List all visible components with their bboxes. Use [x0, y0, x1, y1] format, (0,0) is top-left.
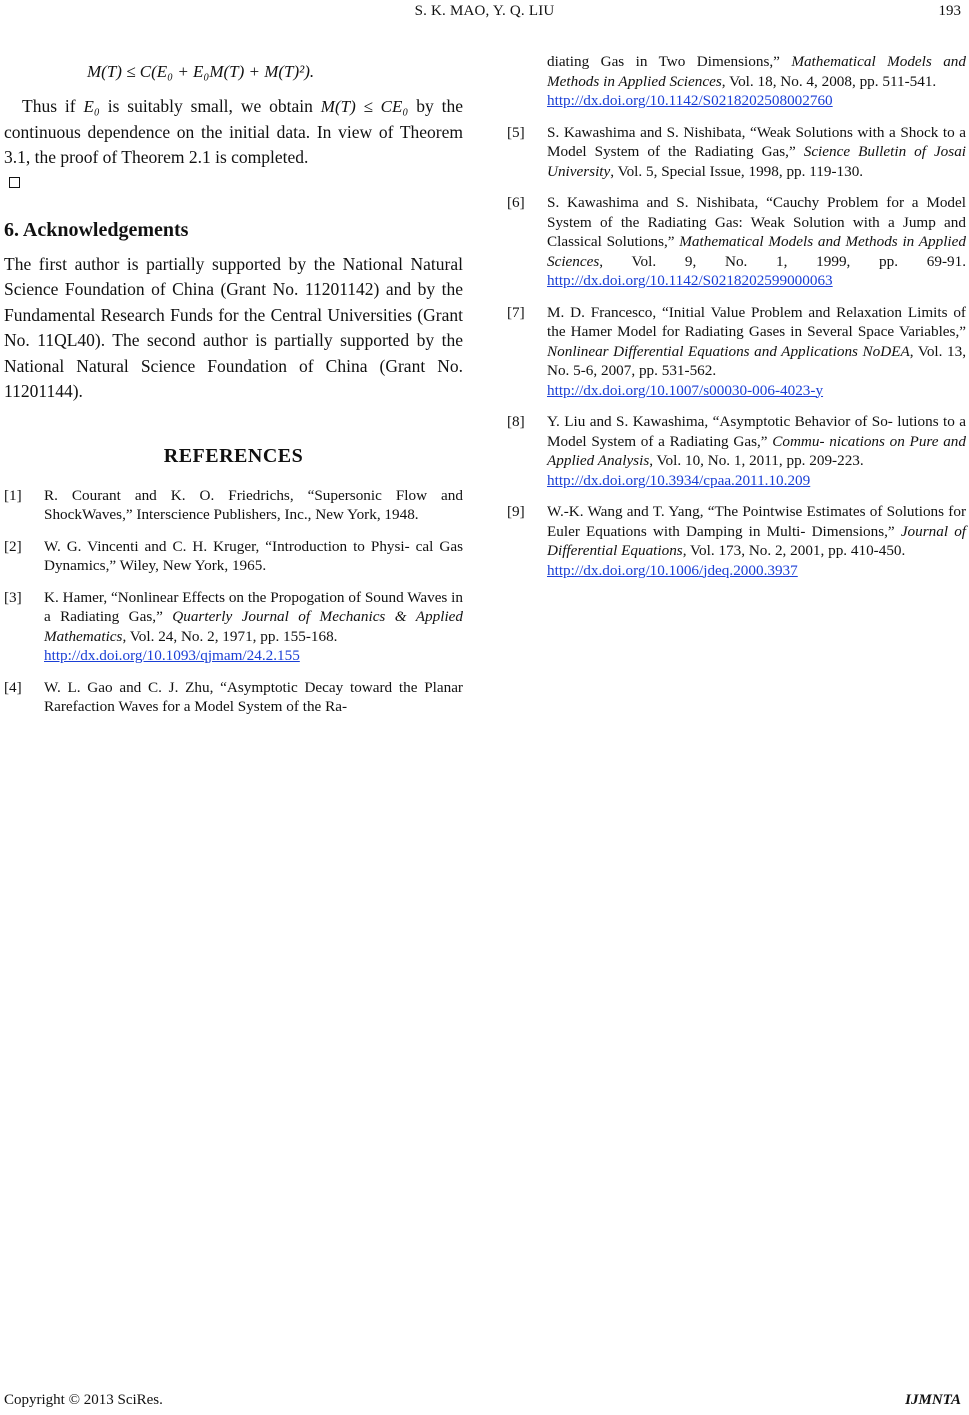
left-column	[4, 44, 463, 729]
reference-item: [5] S. Kawashima and S. Nishibata, “Weak Solutions with a Shock to a Model System of the Radiating Gas,” Science Bulletin of Josai University, Vol. 5, Special Issue, 1998, pp. 119-130.	[507, 123, 967, 180]
display-equation: M(T) ≤ C(E₀ + E₀M(T) + M(T)²).	[87, 62, 315, 81]
reference-item-continued: diating Gas in Two Dimensions,” Mathematical Models and Methods in Applied Sciences, Vol. 18, No. 4, 2008, pp. 511-541. http://dx.doi.org/10.1142/S0218202508002760	[547, 53, 966, 109]
doi-link[interactable]: http://dx.doi.org/10.1142/S0218202599000063	[547, 272, 833, 289]
references-heading: REFERENCES	[163, 444, 304, 467]
reference-item: [3] K. Hamer, “Nonlinear Effects on the Propogation of Sound Waves in a Radiating Gas,” Quarterly Journal of Mechanics & Applied Mathematics, Vol. 24, No. 2, 1971, pp. 155-168. http://dx.doi.org/10.1093/qjmam/24.2.155	[4, 588, 463, 664]
section-heading-acknowledgements: 6. Acknowledgements	[4, 218, 189, 241]
doi-link[interactable]: http://dx.doi.org/10.1006/jdeq.2000.3937	[547, 561, 798, 579]
journal-abbreviation: IJMNTA	[905, 1392, 961, 1408]
doi-link[interactable]: http://dx.doi.org/10.1142/S0218202508002760	[547, 92, 833, 109]
reference-item: [1] R. Courant and K. O. Friedrichs, “Supersonic Flow and ShockWaves,” Interscience Publishers, Inc., New York, 1948.	[4, 486, 463, 523]
reference-item: [9] W.-K. Wang and T. Yang, “The Pointwise Estimates of Solutions for Euler Equations with Damping in Multi- Dimensions,” Journal of Differential Equations, Vol. 173, No. 2, 2001, pp. 410-450. http://dx.doi.org/10.1006/jdeq.2000.3937	[507, 503, 967, 579]
proof-conclusion-paragraph: Thus if E₀ is suitably small, we obtain M(T) ≤ CE₀ by the continuous dependence on the initial data. In view of Theorem 3.1, the proof of Theorem 2.1 is completed.	[4, 96, 463, 167]
equation-block	[4, 44, 463, 94]
page-footer	[0, 1385, 969, 1415]
page-header	[0, 0, 969, 30]
reference-item: [4] W. L. Gao and C. J. Zhu, “Asymptotic Decay toward the Planar Rarefaction Waves for a Model System of the Ra-	[4, 678, 463, 715]
copyright-notice: Copyright © 2013 SciRes.	[4, 1392, 163, 1408]
doi-link[interactable]: http://dx.doi.org/10.3934/cpaa.2011.10.209	[547, 471, 811, 489]
doi-link[interactable]: http://dx.doi.org/10.1007/s00030-006-4023-y	[547, 381, 824, 399]
acknowledgements-text: The first author is partially supported by the National Natural Science Foundation of China (Grant No. 11201142) and by the Fundamental Research Funds for the Central Universities (Grant No. 11QL40). The second author is partially supported by the National Natural Science Foundation of China (Grant No. 11201144).	[4, 253, 463, 401]
running-head-authors: S. K. MAO, Y. Q. LIU	[414, 3, 555, 19]
reference-item: [6] S. Kawashima and S. Nishibata, “Cauchy Problem for a Model System of the Radiating Gas: Weak Solution with a Jump and Classical Solutions,” Mathematical Models and Methods in Applied Sciences, Vol. 9, No. 1, 1999, pp. 69-91. http://dx.doi.org/10.1142/S0218202599000063	[507, 194, 966, 289]
reference-item: [2] W. G. Vincenti and C. H. Kruger, “Introduction to Physi- cal Gas Dynamics,” Wiley, New York, 1965.	[4, 537, 463, 574]
page-number: 193	[938, 3, 961, 19]
reference-item: [8] Y. Liu and S. Kawashima, “Asymptotic Behavior of So- lutions to a Model System of a Radiating Gas,” Commu- nications on Pure and Applied Analysis, Vol. 10, No. 1, 2011, pp. 209-223. http://dx.doi.org/10.3934/cpaa.2011.10.209	[507, 413, 966, 489]
reference-item: [7] M. D. Francesco, “Initial Value Problem and Relaxation Limits of the Hamer Model for Radiating Gases in Several Space Variables,” Nonlinear Differential Equations and Applications NoDEA, Vol. 13, No. 5-6, 2007, pp. 531-562. http://dx.doi.org/10.1007/s00030-006-4023-y	[507, 303, 966, 399]
right-column	[507, 52, 966, 592]
qed-square-icon	[9, 177, 20, 188]
doi-link[interactable]: http://dx.doi.org/10.1093/qjmam/24.2.155	[44, 647, 300, 664]
